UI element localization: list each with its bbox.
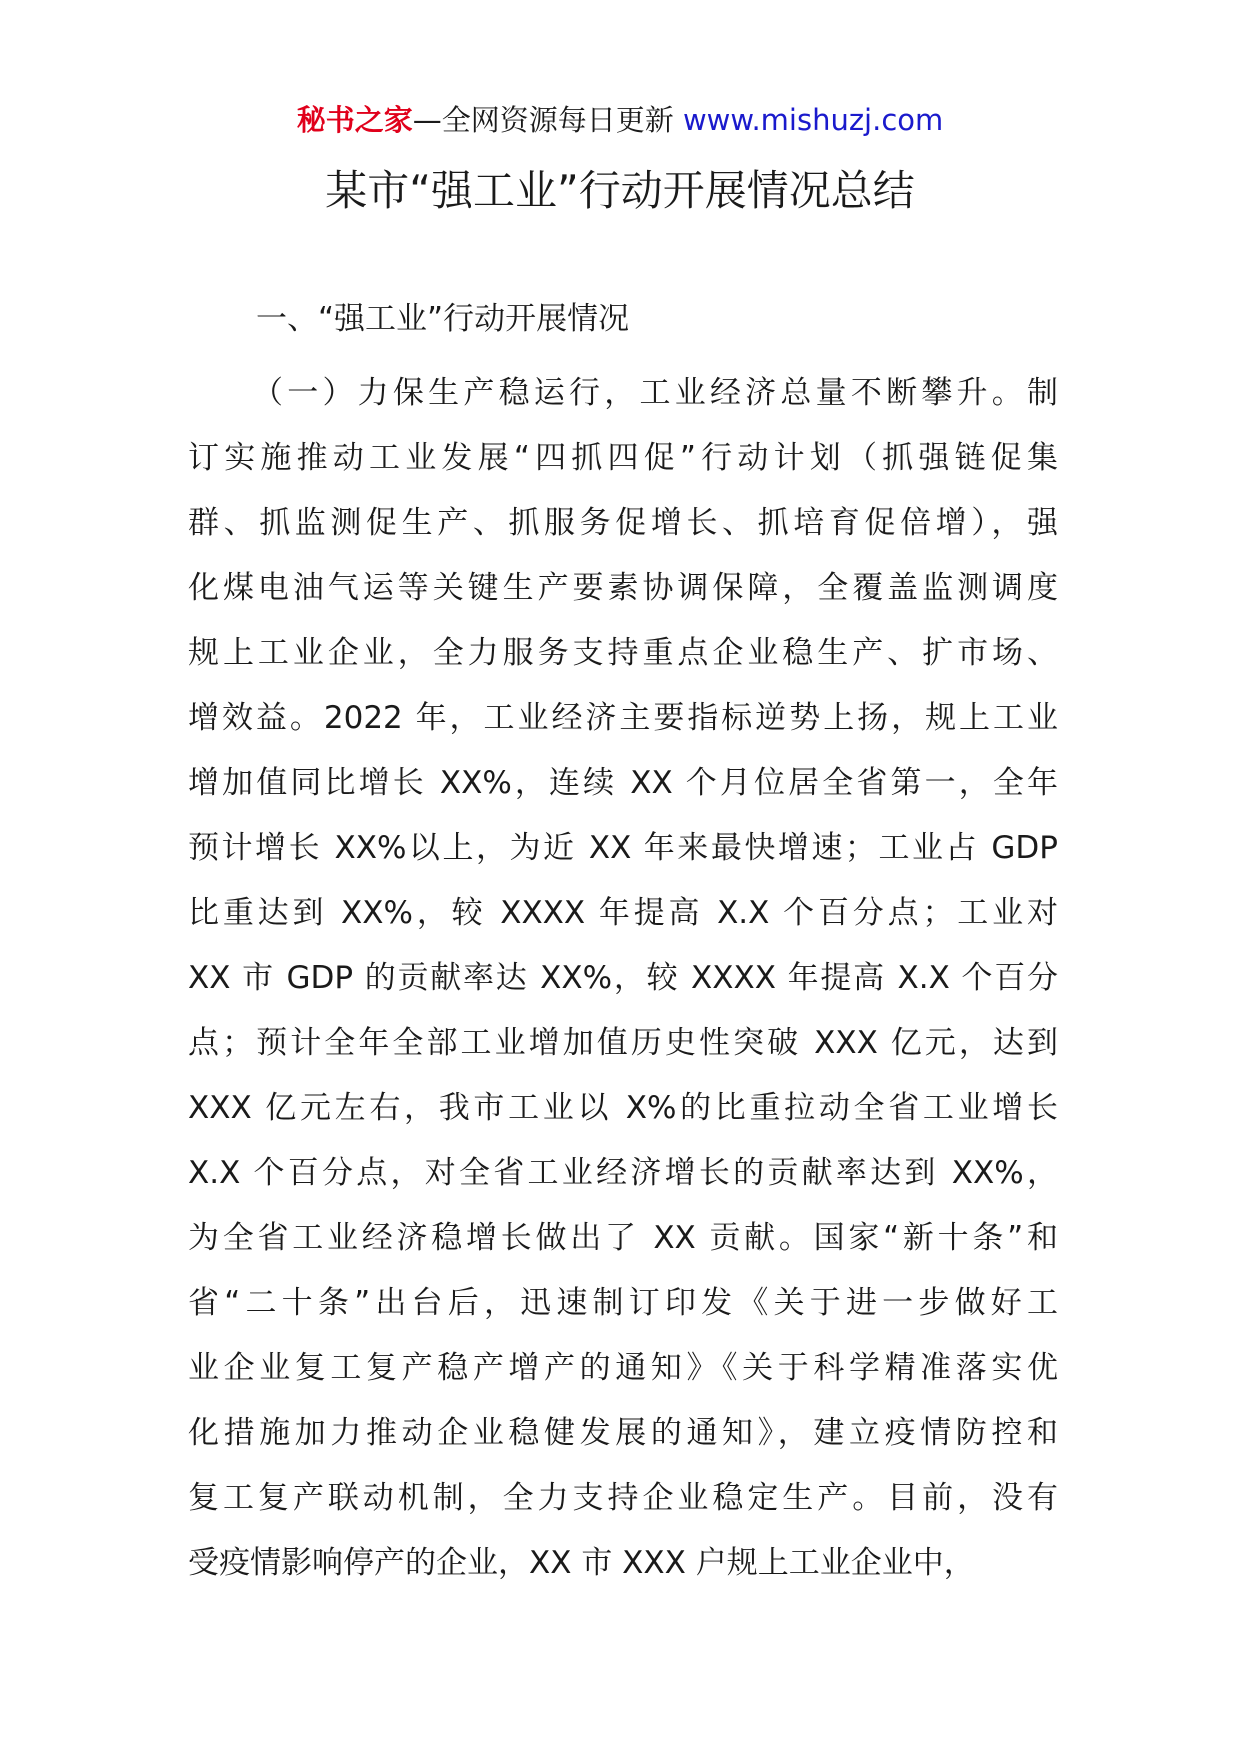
paragraph-line: 规上工业企业，全力服务支持重点企业稳生产、扩市场、 [188, 635, 1058, 671]
document-title: 某市“强工业”行动开展情况总结 [325, 166, 915, 215]
site-url-link[interactable]: www.mishuzj.com [682, 103, 944, 137]
paragraph-line: XXX 亿元左右，我市工业以 X%的比重拉动全省工业增长 [188, 1090, 1058, 1126]
paragraph-line: 受疫情影响停产的企业，XX 市 XXX 户规上工业企业中， [188, 1545, 975, 1581]
paragraph-line: （一）力保生产稳运行，工业经济总量不断攀升。制 [252, 375, 1058, 411]
paragraph-line: 为全省工业经济稳增长做出了 XX 贡献。国家“新十条”和 [188, 1220, 1058, 1256]
paragraph-line: 订实施推动工业发展“四抓四促”行动计划（抓强链促集 [188, 440, 1058, 476]
paragraph-line: XX 市 GDP 的贡献率达 XX%，较 XXXX 年提高 X.X 个百分 [188, 960, 1058, 996]
paragraph-line: 增加值同比增长 XX%，连续 XX 个月位居全省第一，全年 [188, 765, 1058, 801]
paragraph-line: 化煤电油气运等关键生产要素协调保障，全覆盖监测调度 [188, 570, 1058, 606]
paragraph-line: 化措施加力推动企业稳健发展的通知》，建立疫情防控和 [188, 1415, 1058, 1451]
paragraph-line: 复工复产联动机制，全力支持企业稳定生产。目前，没有 [188, 1480, 1058, 1516]
paragraph-line: 业企业复工复产稳产增产的通知》《关于科学精准落实优 [188, 1350, 1058, 1386]
paragraph-line: 点；预计全年全部工业增加值历史性突破 XXX 亿元，达到 [188, 1025, 1058, 1061]
paragraph-line: 比重达到 XX%，较 XXXX 年提高 X.X 个百分点；工业对 [188, 895, 1058, 931]
paragraph-line: 省“二十条”出台后，迅速制订印发《关于进一步做好工 [188, 1285, 1058, 1321]
paragraph-line: 增效益。2022 年，工业经济主要指标逆势上扬，规上工业 [188, 700, 1058, 736]
paragraph-line: X.X 个百分点，对全省工业经济增长的贡献率达到 XX%， [188, 1155, 1058, 1191]
paragraph-line: 群、抓监测促生产、抓服务促增长、抓培育促倍增），强 [188, 505, 1058, 541]
section-heading: 一、“强工业”行动开展情况 [256, 301, 630, 337]
site-brand: 秘书之家 [296, 103, 413, 137]
site-banner [0, 100, 1240, 140]
body-paragraph [188, 361, 1058, 1596]
paragraph-line: 预计增长 XX%以上，为近 XX 年来最快增速；工业占 GDP [188, 830, 1058, 866]
site-tagline: —全网资源每日更新 [412, 103, 683, 137]
